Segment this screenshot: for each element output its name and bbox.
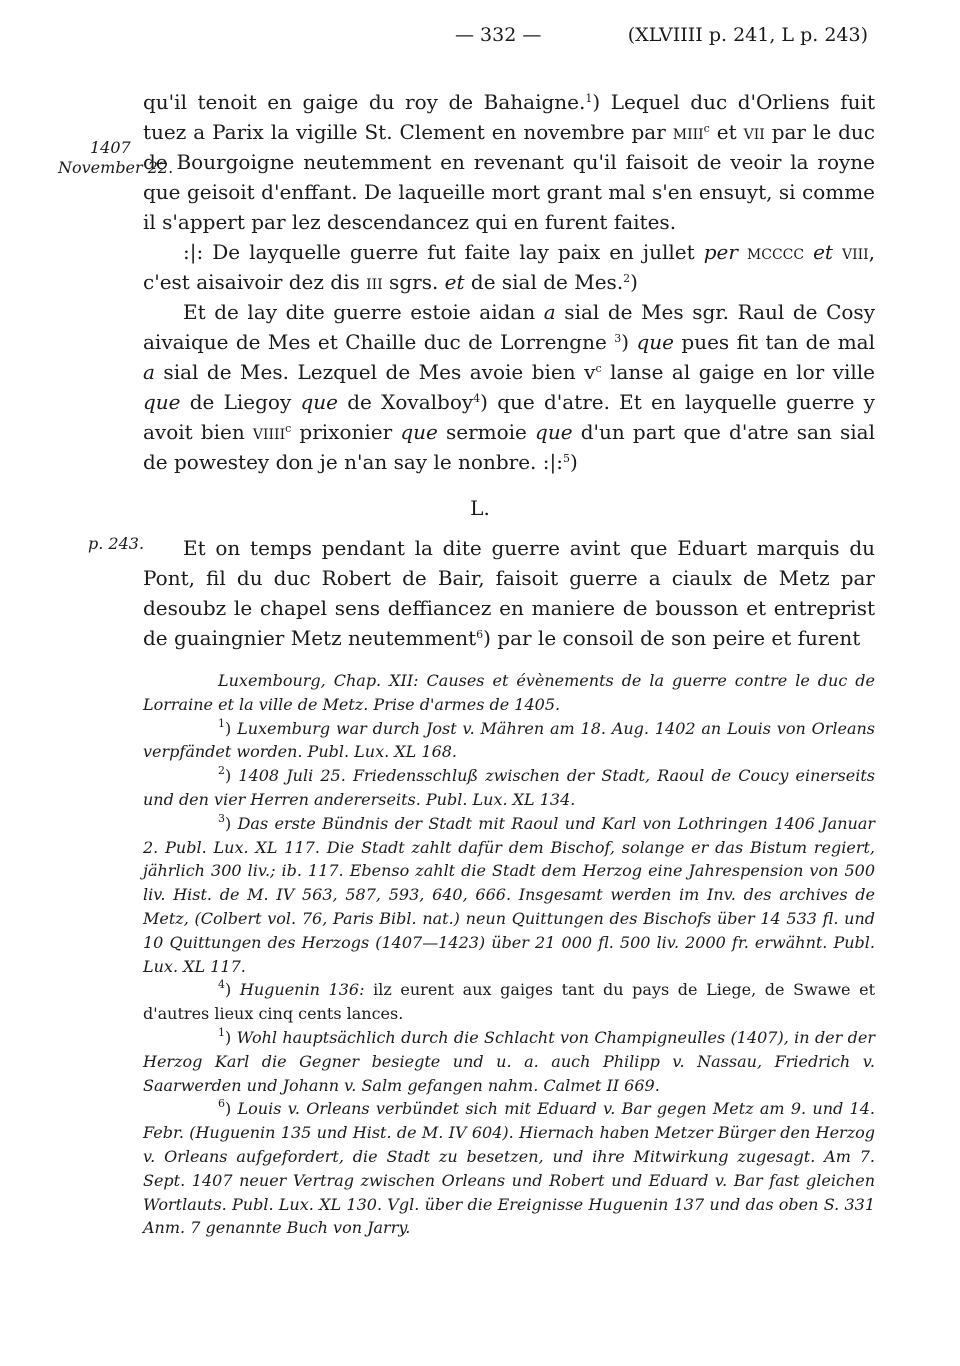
paragraph-1: qu'il tenoit en gaige du roy de Bahaigne.$^1$) Lequel duc d'Orliens fuit tuez a Parix la vigille St. Clement en novembre par mııı$^c$ et vıı par le duc de Bourgoigne neutemment en revenant qu'il faisoit de veoir la royne que geisoit d'enffant. De laqueille mort grant mal s'en ensuyt, si comme il s'appert par lez descendancez qui en furent faites.	[143, 90, 875, 234]
margin-date: November 22.	[58, 158, 174, 177]
page-header	[0, 18, 960, 58]
main-text-block-2	[143, 533, 875, 653]
footnote-4: $^4$) Huguenin 136: ilz eurent aux gaiges tant du pays de Liege, de Swawe et d'autres lieux cinq cents lances.	[143, 978, 876, 1024]
footnote-2: $^2$) 1408 Juli 25. Friedensschluß zwischen der Stadt, Raoul de Coucy einerseits und den vier Herren andererseits. Publ. Lux. XL 134.	[143, 764, 875, 809]
footnote-3: $^3$) Das erste Bündnis der Stadt mit Raoul und Karl von Lothringen 1406 Januar 2. Publ. Lux. XL 117. Die Stadt zahlt dafür dem Bischof, solange er das Bistum regiert, jährlich 300 liv.; ib. 117. Ebenso zahlt die Stadt dem Herzog eine Jahrespension von 500 liv. Hist. de M. IV 563, 587, 593, 640, 666. Insgesamt werden im Inv. des archives de Metz, (Colbert vol. 76, Paris Bibl. nat.) neun Quittungen des Bischofs über 14 533 fl. und 10 Quittungen des Herzogs (1407—1423) über 21 000 fl. 500 liv. 2000 fr. erwähnt. Publ. Lux. XL 117.	[143, 811, 876, 976]
footnote-ref: 5	[562, 452, 570, 465]
footnote-ref: 6	[476, 628, 484, 641]
footnote-intro: Luxembourg, Chap. XII: Causes et évènements de la guerre contre le duc de Lorraine et la ville de Metz. Prise d'armes de 1405.	[143, 671, 875, 714]
footnote-5: $^1$) Wohl hauptsächlich durch die Schlacht von Champigneulles (1407), in der der Herzog Karl die Gegner besiegte und u. a. auch Philipp v. Nassau, Friedrich v. Saarwerden und Johann v. Salm gefangen nahm. Calmet II 669.	[143, 1025, 876, 1095]
footnote-ref: 2	[623, 272, 631, 285]
section-heading: L.	[470, 496, 490, 520]
footnotes	[143, 669, 875, 1240]
footnote-ref: 1	[585, 92, 593, 105]
main-text-block	[143, 87, 875, 477]
footnote-6: $^6$) Louis v. Orleans verbündet sich mit Eduard v. Bar gegen Metz am 9. und 14. Febr. (Huguenin 135 und Hist. de M. IV 604). Hiernach haben Metzer Bürger den Herzog v. Orleans aufgefordert, die Stadt zu besetzen, und ihre Mitwirkung zugesagt. Am 7. Sept. 1407 neuer Vertrag zwischen Orleans und Robert und Eduard v. Bar fast gleichen Wortlauts. Publ. Lux. XL 130. Vgl. über die Ereignisse Huguenin 137 und das oben S. 331 Anm. 7 genannte Buch von Jarry.	[143, 1097, 875, 1238]
margin-year: 1407	[90, 138, 131, 157]
paragraph-3: Et de lay dite guerre estoie aidan a sial de Mes sgr. Raul de Cosy aivaique de Mes et Chaille duc de Lorrengne $^3$) que pues fit tan de mal a sial de Mes. Lezquel de Mes avoie bien $v^c$ lanse al gaige en lor ville que de Liegoy que de Xovalboy$^4$) que d'atre. Et en layquelle guerre y avoit bien vıııı$^c$ prixonier que sermoie que d'un part que d'atre san sial de powestey don je n'an say le nonbre. :|:$^5$)	[143, 300, 875, 474]
footnote-ref: 4	[473, 392, 481, 405]
page-reference: (XLVIIII p. 241, L p. 243)	[627, 24, 868, 46]
paragraph-2: :|: De layquelle guerre fut faite lay paix en jullet per mcccc et vııı, c'est aisaivoir dez dis ııı sgrs. et de sial de Mes.$^2$)	[143, 240, 876, 294]
paragraph-4: Et on temps pendant la dite guerre avint que Eduart marquis du Pont, fil du duc Robert de Bair, faisoit guerre a ciaulx de Metz par desoubz le chapel sens deffiancez en maniere de bousson et entreprist de guaingnier Metz neutemment$^6$) par le consoil de son peire et furent	[143, 536, 875, 650]
footnote-ref: 3	[614, 332, 622, 345]
page-number: — 332 —	[455, 24, 542, 46]
margin-page-ref: p. 243.	[88, 534, 145, 553]
footnote-1: $^1$) Luxemburg war durch Jost v. Mähren am 18. Aug. 1402 an Louis von Orleans verpfändet worden. Publ. Lux. XL 168.	[143, 716, 876, 762]
